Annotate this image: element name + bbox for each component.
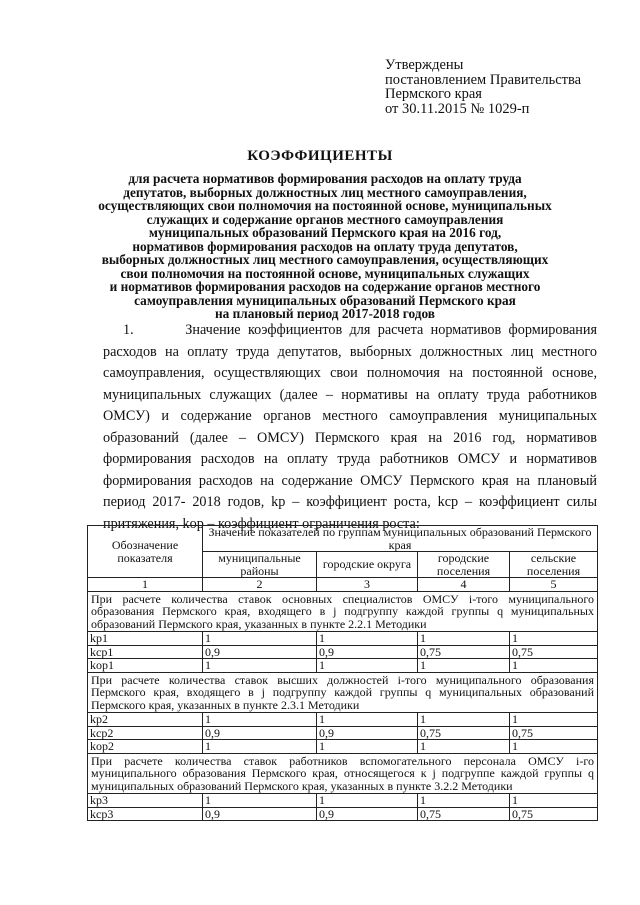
subtitle-line: выборных должностных лиц местного самоуправления, осуществляющих <box>101 252 549 267</box>
column-number: 1 <box>88 578 203 592</box>
section-description-row <box>88 591 598 632</box>
table-row <box>88 645 598 659</box>
col-header-districts: муниципальные районы <box>203 552 317 578</box>
col-header-indicator: Обозначение показателя <box>88 526 203 578</box>
section-description: При расчете количества ставок высших должностей i-того муниципального образования Пермского края, входящего в j подгруппу каждой группы q муниципальных образований Пермского края, указанных в пункте 2.3.1 Методики <box>88 672 598 713</box>
table-cell: 1 <box>418 794 510 808</box>
table-cell: 1 <box>317 659 418 673</box>
indicator-name: kср3 <box>88 807 203 821</box>
table-cell: 1 <box>203 632 317 646</box>
paragraph-number: 1. <box>123 322 134 338</box>
table-cell: 1 <box>510 713 598 727</box>
document-title: КОЭФФИЦИЕНТЫ <box>247 148 393 164</box>
col-header-rural-settlements: сельские поселения <box>510 552 598 578</box>
paragraph-body <box>103 320 597 535</box>
table-cell: 0,9 <box>203 807 317 821</box>
approval-stamp <box>385 58 581 116</box>
table-cell: 1 <box>510 632 598 646</box>
indicator-name: kр2 <box>88 713 203 727</box>
table-row <box>88 632 598 646</box>
indicator-name: kср2 <box>88 726 203 740</box>
table-cell: 0,75 <box>510 645 598 659</box>
section-description-row <box>88 753 598 794</box>
subtitle-line: и нормативов формирования расходов на содержание органов местного <box>109 279 541 294</box>
col-header-city-districts: городские округа <box>317 552 418 578</box>
indicator-name: kср1 <box>88 645 203 659</box>
coefficients-table <box>87 525 598 821</box>
table-cell: 0,75 <box>510 807 598 821</box>
paragraph-text: Значение коэффициентов для расчета нормативов формирования расходов на оплату труда депутатов, выборных должностных лиц местного самоуправления, осуществляющих свои полномочия на постоянной основе, муниципальных служащих (далее – нормативы на оплату труда работников ОМСУ) и содержание органов местного самоуправления муниципальных образований (далее – ОМСУ) Пермского края на 2016 год, нормативов формирования расходов на оплату труда работников ОМСУ и нормативов формирования расходов на содержание ОМСУ Пермского края на плановый период 2017- 2018 годов, kр – коэффициент роста, kср – коэффициент силы притяжения, kор – коэффициент ограничения роста: <box>103 322 598 532</box>
table-row <box>88 794 598 808</box>
table-cell: 1 <box>510 659 598 673</box>
indicator-name: kр3 <box>88 794 203 808</box>
table-cell: 1 <box>510 794 598 808</box>
table-cell: 1 <box>418 740 510 754</box>
column-number-row <box>88 578 598 592</box>
subtitle-line: муниципальных образований Пермского края на 2016 год, <box>148 225 502 240</box>
subtitle-line: самоуправления муниципальных образований Пермского края <box>134 292 516 308</box>
paragraph-1 <box>103 320 597 535</box>
table-cell: 0,9 <box>317 726 418 740</box>
table-cell: 0,75 <box>510 726 598 740</box>
table-header-row <box>88 526 598 552</box>
indicator-name: kор1 <box>88 659 203 673</box>
subtitle-line: для расчета нормативов формирования расходов на оплату труда <box>128 171 522 186</box>
table-row <box>88 726 598 740</box>
subtitle-line: депутатов, выборных должностных лиц местного самоуправления, <box>123 184 527 200</box>
table-cell: 0,9 <box>317 645 418 659</box>
section-description-row <box>88 672 598 713</box>
table-cell: 1 <box>203 794 317 808</box>
table-cell: 1 <box>317 713 418 727</box>
table-cell: 1 <box>510 740 598 754</box>
section-description: При расчете количества ставок работников вспомогательного персонала ОМСУ i-го муниципального образования Пермского края, относящегося к j подгруппе каждой группы q муниципальных образований Пермского края, указанных в пункте 3.2.2 Методики <box>88 753 598 794</box>
table-cell: 1 <box>203 740 317 754</box>
approval-line: Пермского края <box>385 86 482 102</box>
table-cell: 1 <box>418 713 510 727</box>
table-cell: 0,75 <box>418 645 510 659</box>
document-subtitle <box>80 172 570 321</box>
table-cell: 1 <box>317 794 418 808</box>
col-header-group: Значение показателей по группам муниципальных образований Пермского края <box>203 526 598 552</box>
column-number: 2 <box>203 578 317 592</box>
indicator-name: kор2 <box>88 740 203 754</box>
table-cell: 1 <box>203 713 317 727</box>
approval-line: Утверждены <box>385 57 464 73</box>
subtitle-line: нормативов формирования расходов на оплату труда депутатов, <box>132 238 518 254</box>
table-cell: 1 <box>317 740 418 754</box>
section-description: При расчете количества ставок основных специалистов ОМСУ i-того муниципального образования Пермского края, входящего в j подгруппу каждой группы q муниципальных образований Пермского края, указанных в пункте 2.2.1 Методики <box>88 591 598 632</box>
table-cell: 0,9 <box>317 807 418 821</box>
column-number: 3 <box>317 578 418 592</box>
table-row <box>88 659 598 673</box>
column-number: 5 <box>510 578 598 592</box>
table-row <box>88 807 598 821</box>
table-row <box>88 713 598 727</box>
col-header-urban-settlements: городские поселения <box>418 552 510 578</box>
subtitle-line: служащих и содержание органов местного самоуправления <box>146 211 504 227</box>
approval-line: постановлением Правительства <box>385 71 582 88</box>
table-cell: 1 <box>317 632 418 646</box>
column-number: 4 <box>418 578 510 592</box>
subtitle-line: на плановый период 2017-2018 годов <box>214 306 435 321</box>
table-cell: 1 <box>203 659 317 673</box>
subtitle-line: свои полномочия на постоянной основе, муниципальных служащих <box>120 265 530 281</box>
table-cell: 0,9 <box>203 645 317 659</box>
table-row <box>88 740 598 754</box>
table-cell: 1 <box>418 659 510 673</box>
subtitle-line: осуществляющих свои полномочия на постоянной основе, муниципальных <box>98 198 552 213</box>
table-cell: 0,9 <box>203 726 317 740</box>
indicator-name: kр1 <box>88 632 203 646</box>
table-cell: 0,75 <box>418 807 510 821</box>
table-cell: 0,75 <box>418 726 510 740</box>
table-cell: 1 <box>418 632 510 646</box>
approval-line: от 30.11.2015 № 1029-п <box>385 100 530 117</box>
